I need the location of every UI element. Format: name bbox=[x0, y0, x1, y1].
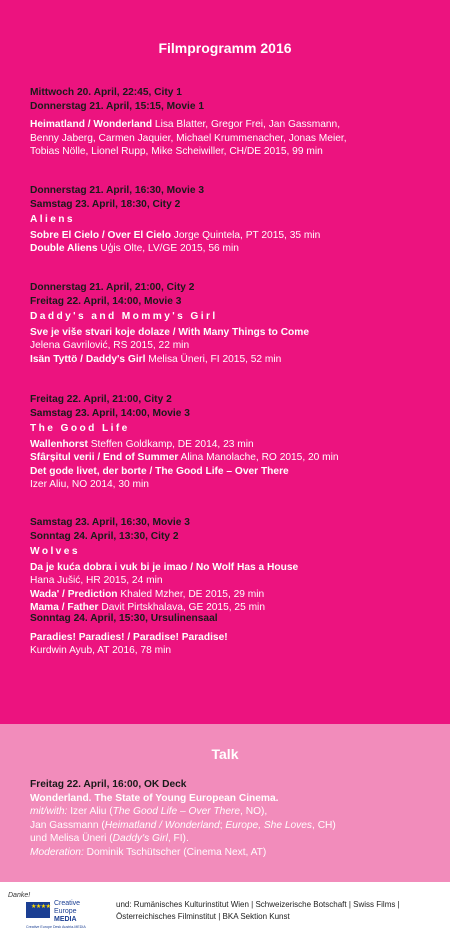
screening-date: Donnerstag 21. April, 16:30, Movie 3 bbox=[30, 185, 204, 196]
talk-section bbox=[0, 724, 450, 882]
screening-date: Sonntag 24. April, 15:30, Ursulinensaal bbox=[30, 613, 218, 624]
film-credit: Tobias Nölle, Lionel Rupp, Mike Scheiwiller, CH/DE 2015, 99 min bbox=[30, 146, 323, 157]
talk-participants: mit/with: Izer Aliu (The Good Life – Over There, NO), bbox=[30, 806, 268, 817]
sponsors-text: und: Rumänisches Kulturinstitut Wien | Schweizerische Botschaft | Swiss Films | Österreichisches Filminstitut | BKA Sektion Kunst bbox=[116, 900, 400, 921]
film-title: Isän Tyttö / Daddy's Girl bbox=[30, 353, 146, 365]
film-credit: Alina Manolache, RO 2015, 20 min bbox=[178, 452, 339, 463]
screening-date: Samstag 23. April, 14:00, Movie 3 bbox=[30, 407, 190, 419]
screening-block-2 bbox=[30, 184, 430, 256]
screening-date: Sonntag 24. April, 13:30, City 2 bbox=[30, 530, 179, 542]
screening-block-4 bbox=[30, 393, 430, 492]
film-credit: Steffen Goldkamp, DE 2014, 23 min bbox=[87, 438, 254, 450]
thanks-label: Danke! bbox=[8, 892, 31, 899]
film-entry bbox=[30, 242, 430, 256]
screening-block-5 bbox=[30, 516, 430, 615]
talk-block bbox=[30, 778, 430, 859]
film-credit: Melisa Üneri, FI 2015, 52 min bbox=[145, 353, 282, 365]
film-title: Double Aliens bbox=[30, 243, 98, 254]
film-title: Sobre El Cielo / Over El Cielo bbox=[30, 229, 171, 241]
talk-participants: und Melisa Üneri (Daddy's Girl, FI). bbox=[30, 833, 189, 844]
screening-date: Mittwoch 20. April, 22:45, City 1 bbox=[30, 87, 182, 98]
film-title: Sfârșitul verii / End of Summer bbox=[30, 452, 179, 463]
eu-flag-icon: ★★★★ bbox=[26, 902, 50, 918]
program-name: Aliens bbox=[30, 214, 75, 225]
film-credit: Uģis Olte, LV/GE 2015, 56 min bbox=[97, 243, 239, 254]
screening-block-1 bbox=[30, 86, 430, 159]
talk-moderation: Moderation: Dominik Tschütscher (Cinema Next, AT) bbox=[30, 846, 267, 858]
film-entry bbox=[30, 451, 430, 465]
film-title: Wada' / Prediction bbox=[30, 588, 118, 600]
film-credit: Hana Jušić, HR 2015, 24 min bbox=[30, 575, 163, 586]
film-credit: Khaled Mzher, DE 2015, 29 min bbox=[117, 588, 265, 600]
screening-date: Samstag 23. April, 16:30, Movie 3 bbox=[30, 517, 190, 528]
screening-date: Donnerstag 21. April, 21:00, City 2 bbox=[30, 282, 195, 293]
program-name: Wolves bbox=[30, 546, 80, 557]
talk-date: Freitag 22. April, 16:00, OK Deck bbox=[30, 779, 187, 790]
screening-date: Freitag 22. April, 14:00, Movie 3 bbox=[30, 295, 182, 307]
film-entry bbox=[30, 229, 430, 243]
footer bbox=[0, 882, 450, 937]
film-title: Da je kuća dobra i vuk bi je imao / No Wolf Has a House bbox=[30, 561, 299, 573]
program-name: The Good Life bbox=[30, 423, 130, 434]
film-credit: Lisa Blatter, Gregor Frei, Jan Gassmann, bbox=[152, 119, 341, 130]
program-title: Filmprogramm 2016 bbox=[158, 40, 292, 56]
film-credit: Jelena Gavrilović, RS 2015, 22 min bbox=[30, 340, 190, 351]
film-title: Mama / Father bbox=[30, 602, 99, 613]
film-entry bbox=[30, 588, 430, 602]
talk-event-title: Wonderland. The State of Young European Cinema. bbox=[30, 792, 279, 804]
film-title: Heimatland / Wonderland bbox=[30, 119, 153, 130]
film-title: Wallenhorst bbox=[30, 438, 88, 450]
film-title: Paradies! Paradies! / Paradise! Paradise! bbox=[30, 631, 228, 643]
film-credit: Jorge Quintela, PT 2015, 35 min bbox=[170, 229, 321, 241]
film-credit: Kurdwin Ayub, AT 2016, 78 min bbox=[30, 645, 172, 656]
film-title: Det gode livet, der borte / The Good Life – Over There bbox=[30, 465, 289, 477]
film-credit: Izer Aliu, NO 2014, 30 min bbox=[30, 479, 149, 490]
film-entry bbox=[30, 118, 430, 132]
screening-block-3 bbox=[30, 281, 430, 366]
program-name: Daddy's and Mommy's Girl bbox=[30, 311, 218, 322]
film-title: Sve je više stvari koje dolaze / With Many Things to Come bbox=[30, 326, 310, 338]
film-entry bbox=[30, 353, 430, 367]
screening-date: Samstag 23. April, 18:30, City 2 bbox=[30, 198, 181, 210]
creative-europe-logo: Creative Europe MEDIA bbox=[54, 900, 81, 923]
film-credit: Davit Pirtskhalava, GE 2015, 25 min bbox=[98, 602, 265, 613]
screening-block-6 bbox=[30, 612, 430, 658]
talk-title: Talk bbox=[211, 746, 239, 762]
creative-europe-desk-label: Creative Europe Desk Austria-MEDIA bbox=[26, 925, 86, 929]
film-credit: Benny Jaberg, Carmen Jaquier, Michael Krummenacher, Jonas Meier, bbox=[30, 132, 347, 144]
film-entry bbox=[30, 438, 430, 452]
screening-date: Freitag 22. April, 21:00, City 2 bbox=[30, 394, 172, 405]
screening-date: Donnerstag 21. April, 15:15, Movie 1 bbox=[30, 100, 204, 112]
talk-participants: Jan Gassmann (Heimatland / Wonderland; Europe, She Loves, CH) bbox=[30, 819, 336, 831]
